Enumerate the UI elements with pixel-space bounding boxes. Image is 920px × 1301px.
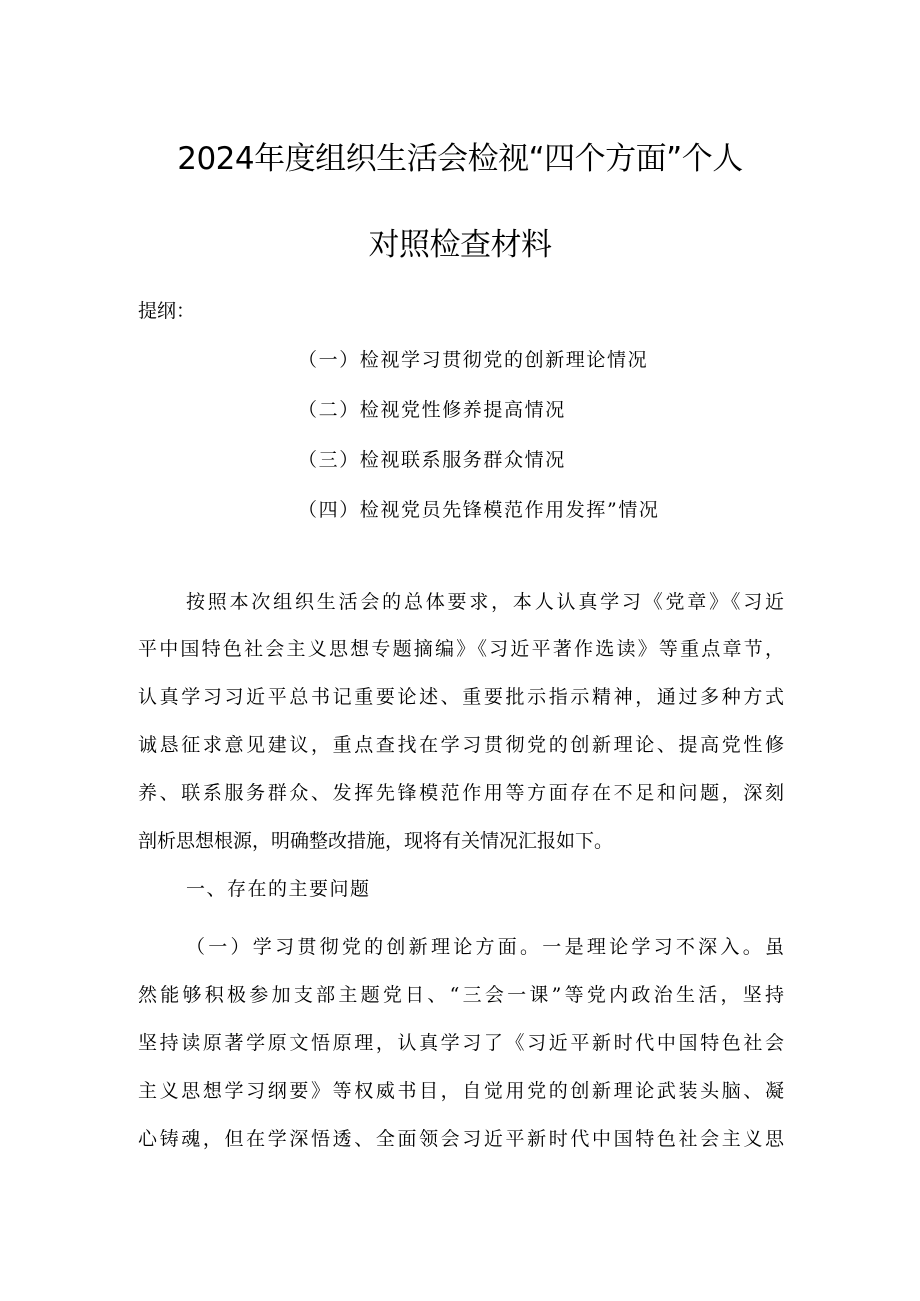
outline-item: （三）检视联系服务群众情况: [298, 449, 566, 471]
intro-paragraph-line: 养、联系服务群众、发挥先锋模范作用等方面存在不足和问题，深刻: [138, 782, 784, 804]
intro-paragraph-line: 剖析思想根源，明确整改措施，现将有关情况汇报如下。: [138, 830, 614, 852]
intro-paragraph-line: 平中国特色社会主义思想专题摘编》《习近平著作选读》等重点章节，: [138, 638, 784, 660]
outline-item: （二）检视党性修养提高情况: [298, 399, 566, 421]
section-paragraph-line: 坚持读原著学原文悟原理，认真学习了《习近平新时代中国特色社会: [138, 1032, 784, 1054]
section-paragraph-line: （一）学习贯彻党的创新理论方面。一是理论学习不深入。虽: [186, 936, 784, 958]
outline-item: （四）检视党员先锋模范作用发挥”情况: [298, 499, 660, 521]
document-title-line-2: 对照检查材料: [368, 227, 552, 263]
document-title-line-1: 2024年度组织生活会检视“四个方面”个人: [177, 141, 743, 177]
intro-paragraph-line: 认真学习习近平总书记重要论述、重要批示指示精神，通过多种方式: [138, 686, 784, 708]
section-paragraph-line: 然能够积极参加支部主题党日、“三会一课”等党内政治生活，坚持: [138, 984, 784, 1006]
section-paragraph-line: 心铸魂，但在学深悟透、全面领会习近平新时代中国特色社会主义思: [138, 1128, 784, 1150]
section-heading: 一、存在的主要问题: [186, 878, 371, 900]
outline-item: （一）检视学习贯彻党的创新理论情况: [298, 349, 649, 371]
intro-paragraph-line: 按照本次组织生活会的总体要求，本人认真学习《党章》《习近: [186, 591, 784, 613]
outline-label: 提纲：: [138, 300, 196, 322]
intro-paragraph-line: 诚恳征求意见建议，重点查找在学习贯彻党的创新理论、提高党性修: [138, 734, 784, 756]
section-paragraph-line: 主义思想学习纲要》等权威书目，自觉用党的创新理论武装头脑、凝: [138, 1080, 784, 1102]
